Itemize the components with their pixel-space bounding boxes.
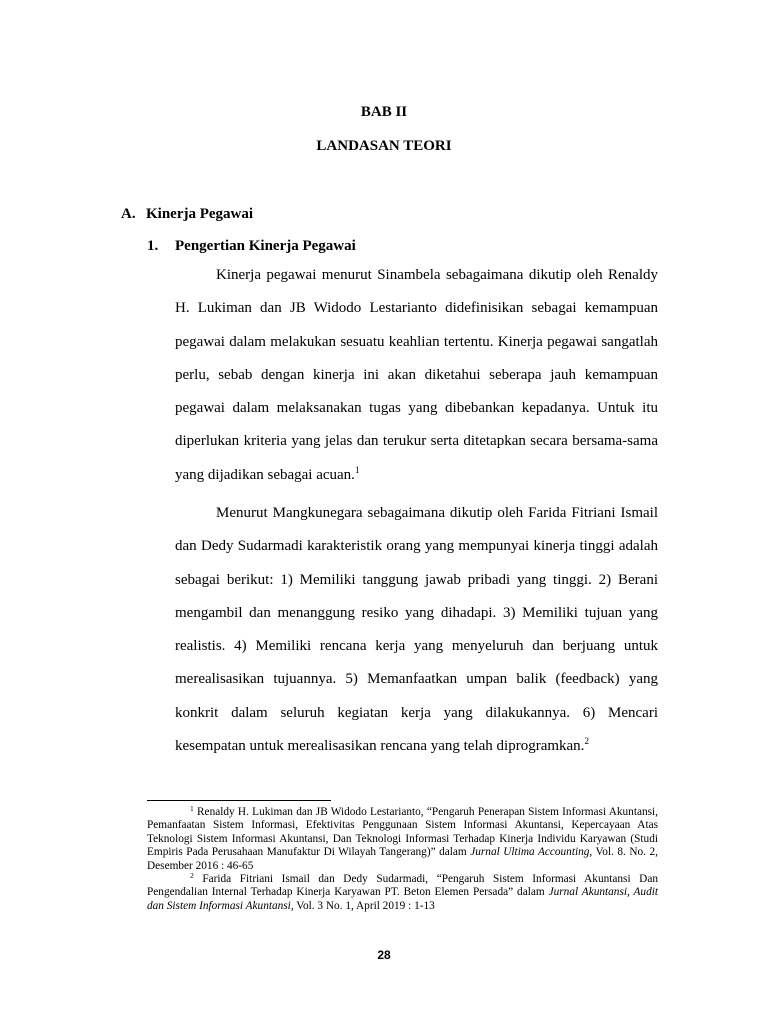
footnote-2-number: 2 <box>190 871 194 881</box>
subsection-heading <box>147 238 356 255</box>
paragraph-1 <box>175 259 658 492</box>
subsection-title: Pengertian Kinerja Pegawai <box>175 238 356 254</box>
footnote-ref-1: 1 <box>354 464 360 475</box>
footnotes <box>147 806 658 913</box>
footnote-2 <box>147 873 658 913</box>
footnote-1-number: 1 <box>190 804 194 813</box>
footnote-ref-2: 2 <box>584 736 589 747</box>
section-heading <box>121 206 254 223</box>
footnote-1-text: Renaldy H. Lukiman dan JB Widodo Lestarianto, “Pengaruh Penerapan Sistem Informasi Akuntansi, Pemanfaatan Sistem Informasi, Efektivitas Penggunaan Sistem Informasi Akuntansi, Kepercayaan Atas Teknologi Sistem Informasi Akuntansi, Dan Teknologi Informasi Terhadap Kinerja Individu Karyawan (Studi Empiris Pada Perusahaan Manufaktur Di Wilayah Tangerang)” dalam <box>147 806 658 859</box>
footnote-1-journal: Jurnal Ultima Accounting <box>470 846 590 859</box>
footnote-2-text: Farida Fitriani Ismail dan Dedy Sudarmadi, “Pengaruh Sistem Informasi Akuntansi Dan Pengendalian Internal Terhadap Kinerja Karyawan PT. Beton Elemen Persada” dalam <box>147 873 658 899</box>
paragraph-2-text: Menurut Mangkunegara sebagaimana dikutip oleh Farida Fitriani Ismail dan Dedy Sudarmadi karakteristik orang yang mempunyai kinerja tinggi adalah sebagai berikut: 1) Memiliki tanggung jawab pribadi yang tinggi. 2) Berani mengambil dan menanggung resiko yang dihadapi. 3) Memiliki tujuan yang realistis. 4) Memiliki rencana kerja yang menyeluruh dan berjuang untuk merealisasikan tujuannya. 5) Memanfaatkan umpan balik (feedback) yang konkrit dalam seluruh kegiatan kerja yang dilakukannya. 6) Mencari kesempatan untuk merealisasikan rencana yang telah diprogramkan. <box>175 505 658 755</box>
footnote-2-journal: Jurnal Akuntansi, Audit dan Sistem Informasi Akuntansi, <box>147 886 659 912</box>
page-number: 28 <box>377 948 391 962</box>
paragraph-2 <box>175 497 658 763</box>
chapter-title: LANDASAN TEORI <box>316 138 452 154</box>
chapter-number: BAB II <box>360 104 408 120</box>
footnote-1-details: , Vol. 8. No. 2, Desember 2016 : 46-65 <box>147 846 658 872</box>
footnote-divider <box>147 800 331 801</box>
section-title: Kinerja Pegawai <box>146 206 254 222</box>
footnote-1 <box>147 806 658 873</box>
footnote-2-details: Vol. 3 No. 1, April 2019 : 1-13 <box>293 899 435 912</box>
section-marker: A. <box>121 206 136 222</box>
subsection-marker: 1. <box>147 238 159 254</box>
paragraph-1-text: Kinerja pegawai menurut Sinambela sebagaimana dikutip oleh Renaldy H. Lukiman dan JB Widodo Lestarianto didefinisikan sebagai kemampuan pegawai dalam melakukan sesuatu keahlian tertentu. Kinerja pegawai sangatlah perlu, sebab dengan kinerja ini akan diketahui seberapa jauh kemampuan pegawai dalam melaksanakan tugas yang dibebankan kepadanya. Untuk itu diperlukan kriteria yang jelas dan terukur serta ditetapkan secara bersama-sama yang dijadikan sebagai acuan. <box>175 267 658 483</box>
